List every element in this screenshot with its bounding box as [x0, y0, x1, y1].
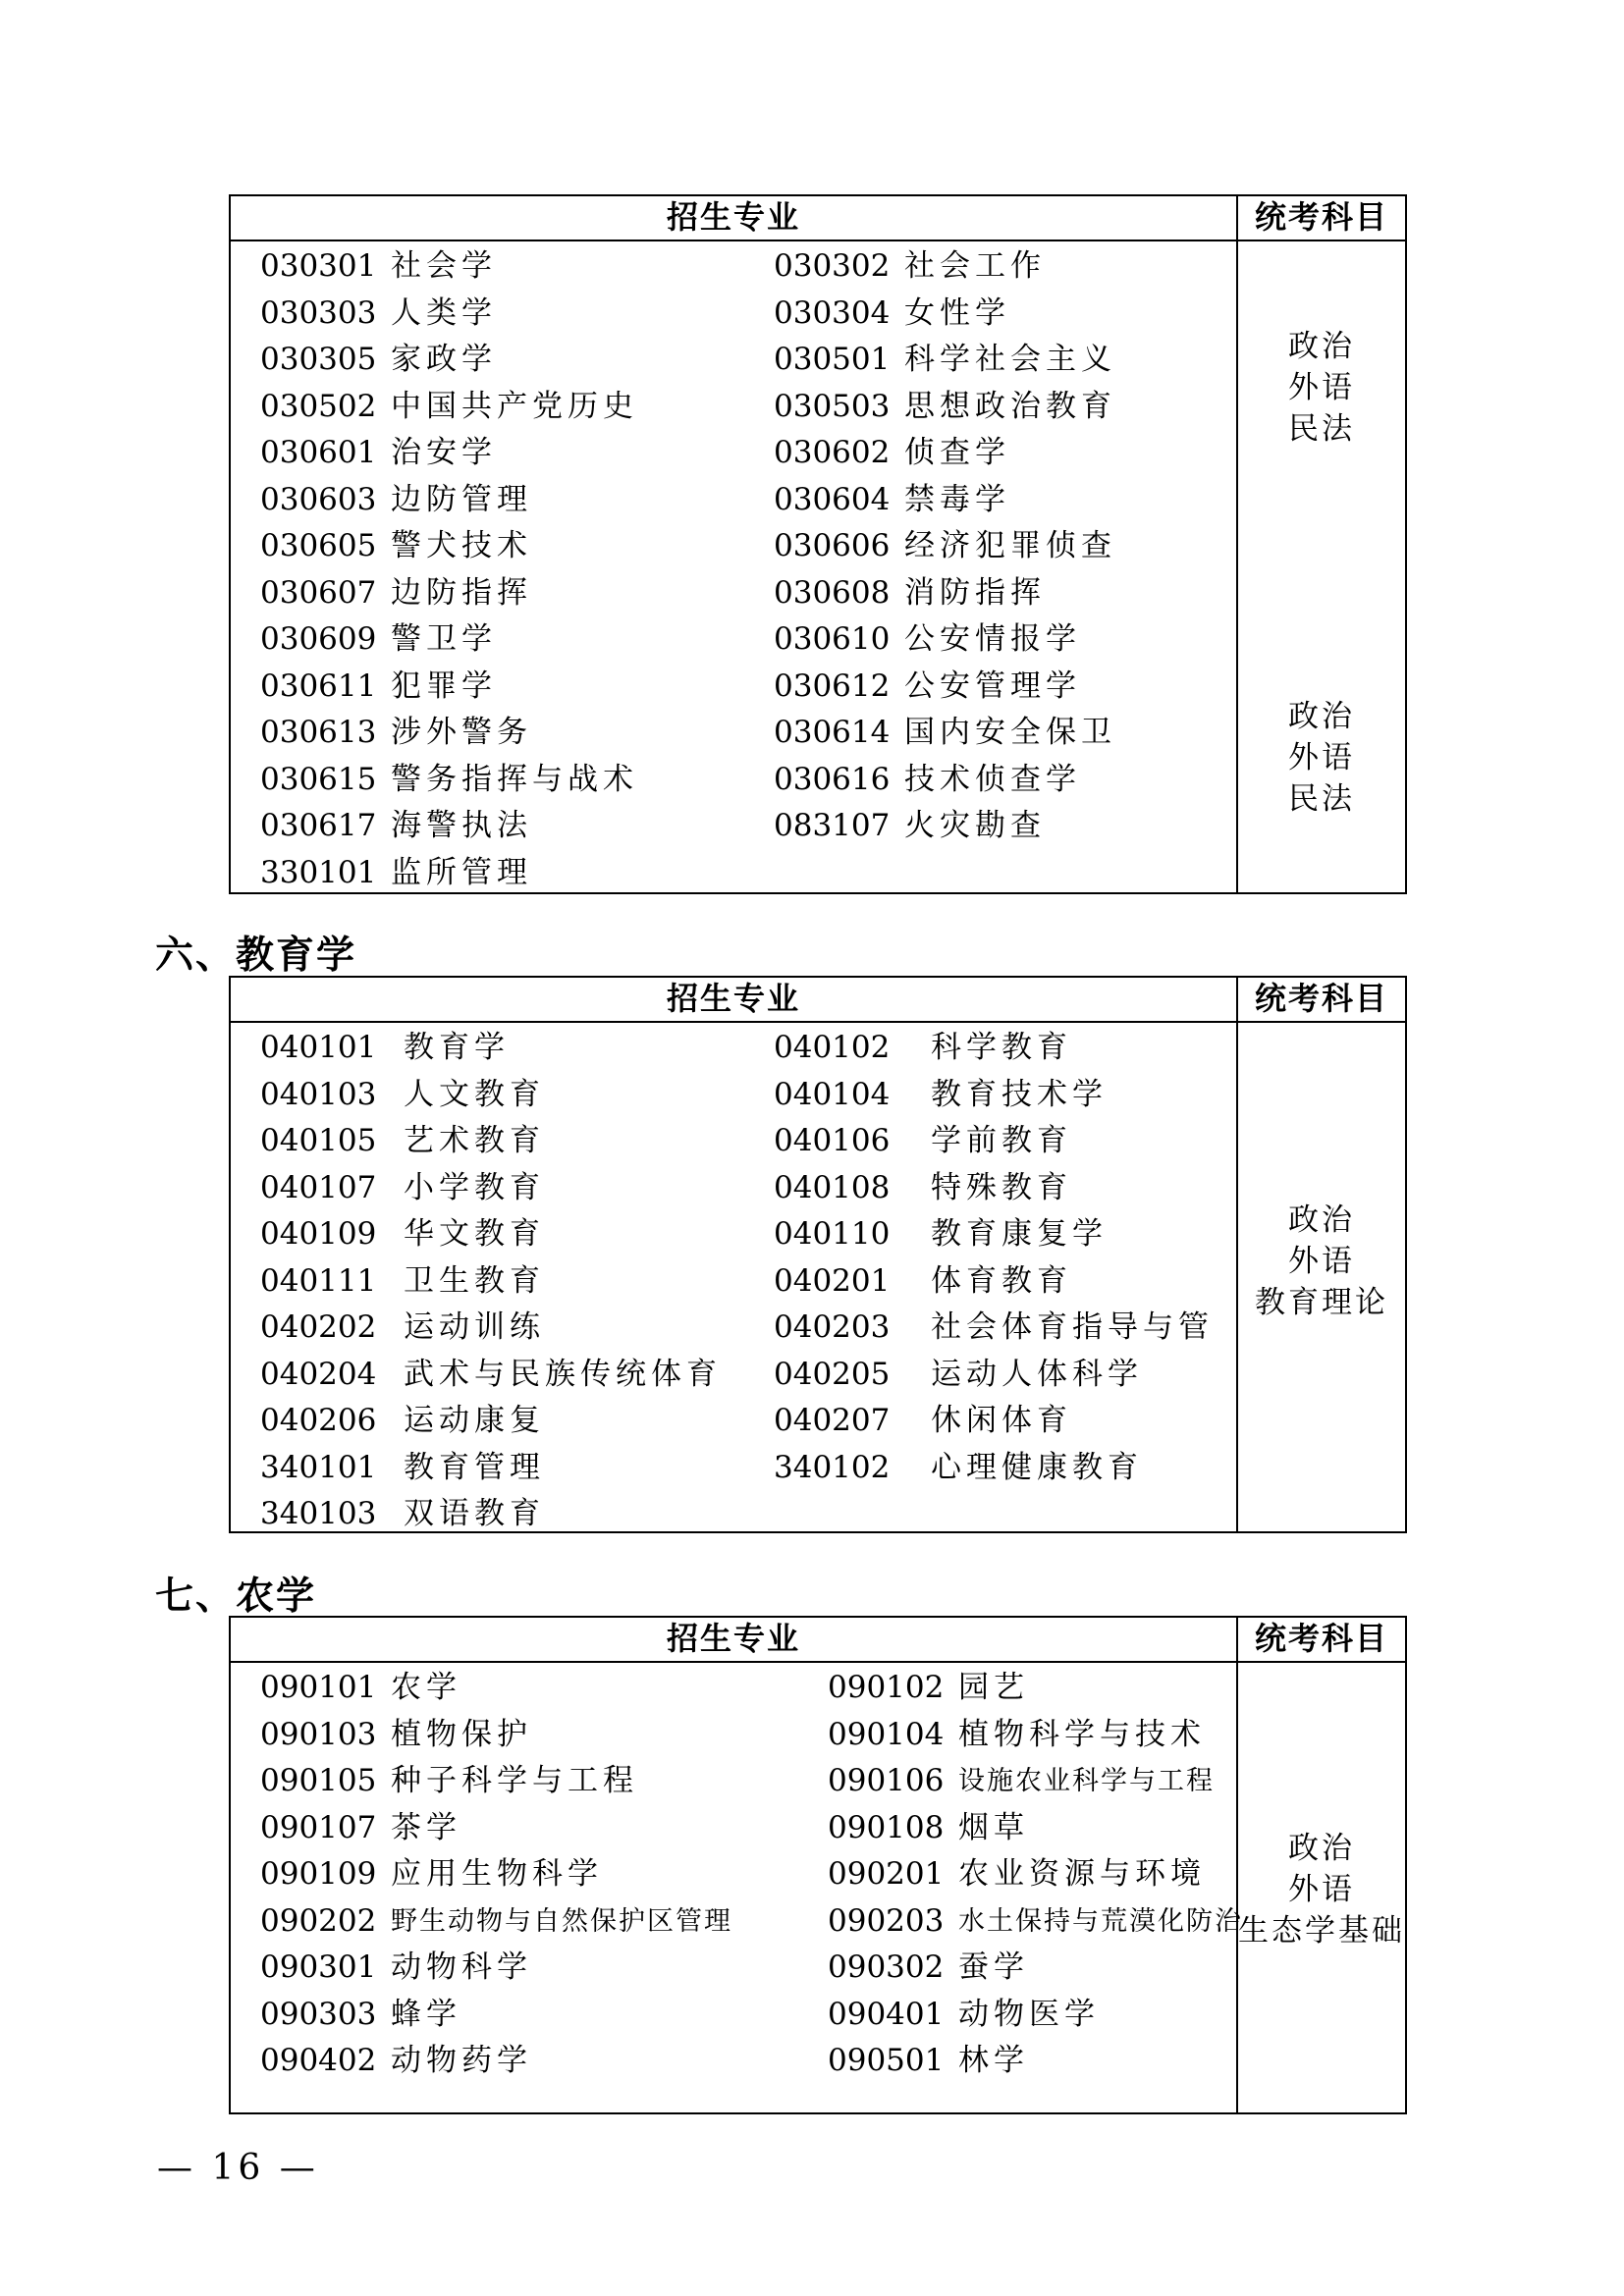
table-row — [231, 1805, 1236, 1851]
subject-header: 统考科目 — [1254, 198, 1388, 236]
major-code: 090501 — [828, 2043, 945, 2078]
major-code: 040201 — [774, 1262, 891, 1299]
major-code: 090202 — [260, 1902, 377, 1939]
table-row — [231, 1851, 1236, 1897]
major-name: 边防管理 — [391, 481, 532, 517]
major-name: 公安管理学 — [904, 667, 1081, 704]
major-code: 030604 — [774, 481, 891, 517]
major-name: 消防指挥 — [904, 574, 1046, 611]
major-name: 特殊教育 — [931, 1169, 1072, 1205]
major-name: 火灾勘查 — [904, 808, 1046, 843]
table-row — [231, 243, 1236, 290]
table-row — [231, 664, 1236, 710]
subject-header: 统考科目 — [1254, 980, 1388, 1017]
subject-header: 统考科目 — [1254, 1620, 1388, 1657]
major-name: 社会学 — [391, 248, 497, 284]
major-name: 动物药学 — [391, 2043, 532, 2078]
table-row — [231, 570, 1236, 616]
major-code: 340103 — [260, 1496, 377, 1531]
major-code: 090107 — [260, 1809, 377, 1845]
major-name: 心理健康教育 — [931, 1449, 1143, 1485]
major-name: 植物科学与技术 — [958, 1716, 1206, 1752]
table-row — [231, 1945, 1236, 1991]
major-code: 030601 — [260, 435, 377, 470]
major-name: 运动人体科学 — [931, 1356, 1143, 1392]
major-code: 330101 — [260, 854, 377, 890]
major-code: 030617 — [260, 808, 377, 843]
table-row — [231, 1025, 1236, 1071]
major-code: 090102 — [828, 1670, 945, 1705]
major-name: 林学 — [958, 2043, 1029, 2078]
major-name: 家政学 — [391, 342, 497, 377]
major-code: 040203 — [774, 1309, 891, 1345]
major-name: 卫生教育 — [404, 1262, 545, 1299]
subject-item: 政治 — [1288, 329, 1355, 364]
major-code: 040101 — [260, 1030, 377, 1065]
major-code: 030615 — [260, 761, 377, 797]
table-row — [231, 1665, 1236, 1711]
major-code: 030602 — [774, 435, 891, 470]
major-header: 招生专业 — [231, 196, 1238, 240]
major-name: 农业资源与环境 — [958, 1856, 1206, 1892]
subjects-column — [1238, 1023, 1405, 1533]
table-row — [231, 1712, 1236, 1758]
major-name: 烟草 — [958, 1809, 1029, 1845]
table-header — [231, 978, 1405, 1023]
major-code: 090105 — [260, 1763, 377, 1798]
major-name: 禁毒学 — [904, 481, 1010, 517]
major-name: 双语教育 — [404, 1496, 545, 1531]
table-row — [231, 710, 1236, 756]
major-code: 030612 — [774, 667, 891, 704]
table-header — [231, 196, 1405, 241]
major-code: 030302 — [774, 248, 891, 284]
page-number: — 16 — — [157, 2148, 319, 2188]
major-code: 090401 — [828, 1996, 945, 2032]
major-name: 运动康复 — [404, 1403, 545, 1438]
table-row — [231, 1992, 1236, 2038]
table-row — [231, 291, 1236, 337]
table-sociology-law — [229, 194, 1407, 894]
table-row — [231, 430, 1236, 476]
major-code: 340102 — [774, 1449, 891, 1485]
major-code: 030303 — [260, 294, 377, 331]
major-code: 090203 — [828, 1902, 945, 1939]
major-name: 植物保护 — [391, 1716, 532, 1752]
major-name: 动物科学 — [391, 1949, 532, 1985]
section-title-education: 六、教育学 — [155, 934, 357, 978]
major-name: 休闲体育 — [931, 1403, 1072, 1438]
table-row — [231, 1072, 1236, 1118]
major-name: 艺术教育 — [404, 1123, 545, 1158]
subjects-column — [1238, 241, 1405, 894]
table-row — [231, 2038, 1236, 2084]
subject-item: 教育理论 — [1255, 1285, 1388, 1320]
major-code: 030610 — [774, 621, 891, 657]
major-name: 武术与民族传统体育 — [404, 1356, 722, 1392]
major-name: 监所管理 — [391, 854, 532, 890]
major-name: 技术侦查学 — [904, 761, 1081, 797]
subject-item: 外语 — [1288, 1872, 1355, 1907]
table-education — [229, 976, 1407, 1533]
table-row — [231, 523, 1236, 569]
major-name: 边防指挥 — [391, 574, 532, 611]
major-header: 招生专业 — [231, 1618, 1238, 1661]
major-code: 040204 — [260, 1356, 377, 1392]
major-code: 040207 — [774, 1403, 891, 1438]
major-code: 030502 — [260, 388, 377, 424]
major-name: 种子科学与工程 — [391, 1763, 638, 1798]
major-code: 090106 — [828, 1763, 945, 1798]
major-code: 040106 — [774, 1123, 891, 1158]
major-code: 040107 — [260, 1169, 377, 1205]
major-name: 体育教育 — [931, 1262, 1072, 1299]
major-name: 科学社会主义 — [904, 342, 1116, 377]
subject-item: 政治 — [1288, 1831, 1355, 1866]
table-row — [231, 1211, 1236, 1257]
major-code: 040206 — [260, 1403, 377, 1438]
major-name: 公安情报学 — [904, 621, 1081, 657]
major-name: 社会体育指导与管 — [931, 1309, 1214, 1345]
major-name: 运动训练 — [404, 1309, 545, 1345]
major-code: 040205 — [774, 1356, 891, 1392]
major-code: 030305 — [260, 342, 377, 377]
major-name: 园艺 — [958, 1670, 1029, 1705]
subject-item: 民法 — [1288, 781, 1355, 817]
major-name: 国内安全保卫 — [904, 715, 1116, 750]
table-row — [231, 1165, 1236, 1211]
subject-list — [1238, 326, 1405, 450]
table-row — [231, 337, 1236, 383]
major-code: 090402 — [260, 2043, 377, 2078]
table-row — [231, 1491, 1236, 1537]
table-row — [231, 1898, 1243, 1945]
table-row — [231, 757, 1236, 803]
table-row — [231, 1118, 1236, 1164]
table-row — [231, 1305, 1236, 1351]
major-name: 治安学 — [391, 435, 497, 470]
major-code: 030304 — [774, 294, 891, 331]
major-code: 040104 — [774, 1076, 891, 1112]
subject-list — [1238, 1200, 1405, 1323]
major-name: 中国共产党历史 — [391, 388, 638, 424]
major-name: 警务指挥与战术 — [391, 761, 638, 797]
major-name: 涉外警务 — [391, 715, 532, 750]
major-name: 人类学 — [391, 294, 497, 331]
major-name: 蚕学 — [958, 1949, 1029, 1985]
major-name: 教育管理 — [404, 1449, 545, 1485]
majors-column — [231, 1023, 1238, 1533]
subject-item: 外语 — [1288, 1244, 1355, 1279]
major-name: 蜂学 — [391, 1996, 461, 2032]
major-code: 030613 — [260, 715, 377, 750]
table-agriculture — [229, 1616, 1407, 2114]
major-code: 090109 — [260, 1856, 377, 1892]
major-code: 030616 — [774, 761, 891, 797]
major-name: 社会工作 — [904, 248, 1046, 284]
major-code: 030503 — [774, 388, 891, 424]
major-name: 动物医学 — [958, 1996, 1100, 2032]
subject-item: 外语 — [1288, 740, 1355, 775]
major-code: 090101 — [260, 1670, 377, 1705]
table-row — [231, 803, 1236, 849]
table-row — [231, 1398, 1236, 1444]
majors-column — [231, 1663, 1243, 2114]
major-code: 090201 — [828, 1856, 945, 1892]
major-name: 教育康复学 — [931, 1216, 1108, 1252]
major-name: 华文教育 — [404, 1216, 545, 1252]
major-code: 030614 — [774, 715, 891, 750]
major-code: 040105 — [260, 1123, 377, 1158]
subject-list — [1238, 1828, 1405, 1951]
major-code: 040110 — [774, 1216, 891, 1252]
major-name: 教育技术学 — [931, 1076, 1108, 1112]
major-header: 招生专业 — [231, 978, 1238, 1021]
major-code: 040108 — [774, 1169, 891, 1205]
major-name: 女性学 — [904, 294, 1010, 331]
major-name: 水土保持与荒漠化防治 — [958, 1905, 1243, 1937]
subject-list — [1238, 696, 1405, 820]
major-name: 农学 — [391, 1670, 461, 1705]
major-name: 设施农业科学与工程 — [958, 1766, 1215, 1796]
table-row — [231, 850, 1236, 896]
subject-item: 政治 — [1288, 1202, 1355, 1238]
majors-column — [231, 241, 1238, 894]
section-title-agriculture: 七、农学 — [155, 1575, 317, 1619]
table-row — [231, 477, 1236, 523]
major-name: 思想政治教育 — [904, 388, 1116, 424]
major-code: 090301 — [260, 1949, 377, 1985]
major-name: 人文教育 — [404, 1076, 545, 1112]
major-code: 040202 — [260, 1309, 377, 1345]
major-code: 090108 — [828, 1809, 945, 1845]
table-row — [231, 1258, 1236, 1305]
major-code: 030607 — [260, 574, 377, 611]
major-name: 野生动物与自然保护区管理 — [391, 1905, 732, 1937]
major-code: 340101 — [260, 1449, 377, 1485]
major-code: 030611 — [260, 667, 377, 704]
subject-item: 外语 — [1288, 370, 1355, 405]
table-row — [231, 1445, 1236, 1491]
major-name: 学前教育 — [931, 1123, 1072, 1158]
major-name: 侦查学 — [904, 435, 1010, 470]
subject-item: 政治 — [1288, 699, 1355, 734]
major-code: 030608 — [774, 574, 891, 611]
major-code: 040102 — [774, 1030, 891, 1065]
major-code: 090104 — [828, 1716, 945, 1752]
subjects-column — [1238, 1663, 1405, 2114]
major-code: 083107 — [774, 808, 891, 843]
major-name: 应用生物科学 — [391, 1856, 603, 1892]
major-name: 经济犯罪侦查 — [904, 528, 1116, 563]
major-code: 030605 — [260, 528, 377, 563]
major-code: 040103 — [260, 1076, 377, 1112]
major-code: 030609 — [260, 621, 377, 657]
table-row — [231, 616, 1236, 663]
major-code: 030301 — [260, 248, 377, 284]
major-name: 犯罪学 — [391, 667, 497, 704]
subject-item: 民法 — [1288, 411, 1355, 447]
major-name: 科学教育 — [931, 1030, 1072, 1065]
major-code: 090302 — [828, 1949, 945, 1985]
subject-item: 生态学基础 — [1238, 1913, 1405, 1949]
major-name: 警犬技术 — [391, 528, 532, 563]
major-code: 030501 — [774, 342, 891, 377]
major-name: 海警执法 — [391, 808, 532, 843]
major-code: 090103 — [260, 1716, 377, 1752]
table-header — [231, 1618, 1405, 1663]
major-name: 警卫学 — [391, 621, 497, 657]
major-code: 030603 — [260, 481, 377, 517]
major-name: 茶学 — [391, 1809, 461, 1845]
table-row — [231, 1352, 1236, 1398]
major-name: 教育学 — [404, 1030, 510, 1065]
table-row — [231, 384, 1236, 430]
major-code: 040111 — [260, 1262, 377, 1299]
table-row — [231, 1758, 1236, 1804]
major-code: 040109 — [260, 1216, 377, 1252]
major-code: 090303 — [260, 1996, 377, 2032]
major-code: 030606 — [774, 528, 891, 563]
major-name: 小学教育 — [404, 1169, 545, 1205]
